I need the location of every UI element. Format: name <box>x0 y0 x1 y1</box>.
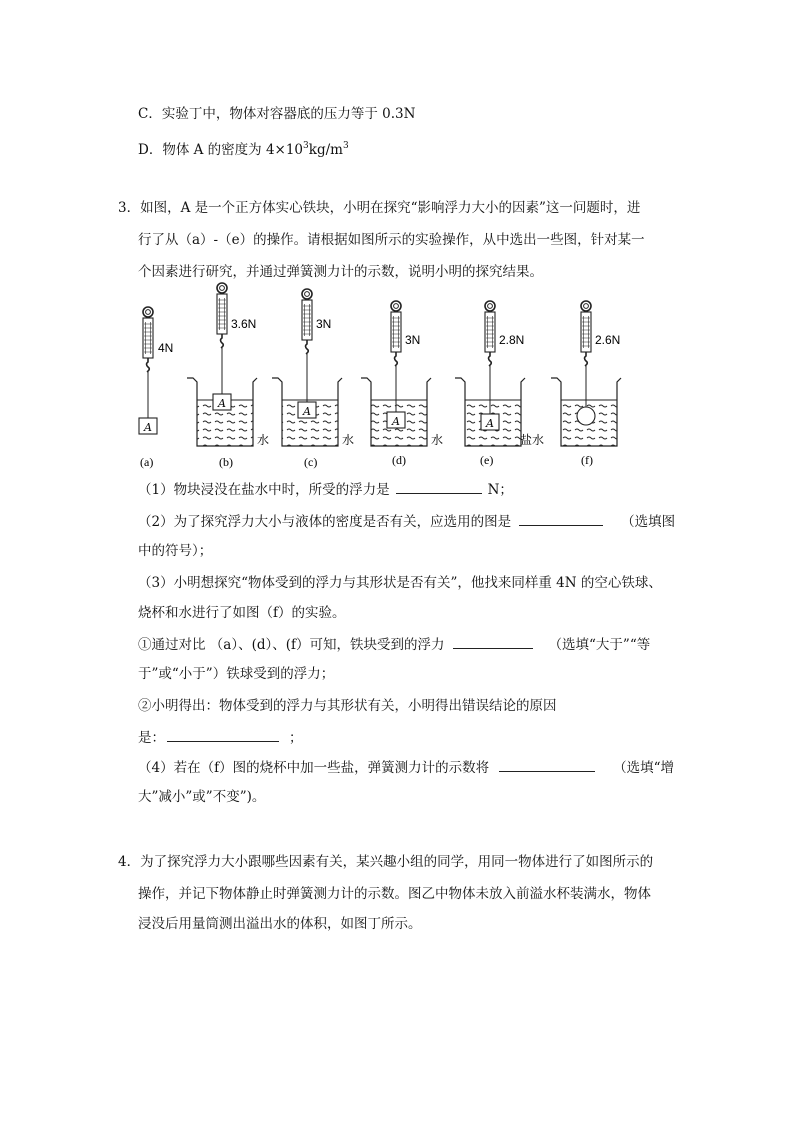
sub-question-2 <box>138 511 675 532</box>
sub-question-4-cont: 大”减小”或”不变”)。 <box>138 789 266 805</box>
panel-f <box>551 301 621 467</box>
option-d <box>138 136 349 160</box>
reading-e: 2.8N <box>499 333 525 347</box>
block-letter: A <box>144 421 152 434</box>
sub-question-3: （3）小明想探究“物体受到的浮力与其形状是否有关”，他找来同样重 4N 的空心铁球、 <box>138 575 662 591</box>
liquid-c: 水 <box>342 433 355 447</box>
spring-scale-icon <box>581 301 591 366</box>
sub-question-3-2: ②小明得出：物体受到的浮力与其形状有关，小明得出错误结论的原因 <box>138 698 557 714</box>
panel-e <box>455 301 544 467</box>
c1-text: ①通过对比 （a）、(d）、(f）可知，铁块受到的浮力 <box>138 637 445 653</box>
sub-question-1 <box>138 479 513 500</box>
q3-line2: 行了从（a）-（e）的操作。请根据如图所示的实验操作，从中选出一些图，针对某一 <box>138 232 645 248</box>
spring-scale-icon <box>302 289 312 354</box>
liquid-b: 水 <box>257 433 270 447</box>
spring-scale-icon <box>217 283 227 348</box>
block-letter: A <box>392 415 400 428</box>
hollow-iron-ball <box>577 407 595 425</box>
option-d-unit-exponent: 3 <box>342 141 349 151</box>
answer-blank-4[interactable] <box>167 727 279 742</box>
label-e: (e) <box>480 453 494 467</box>
sub1-unit: N； <box>487 482 513 498</box>
sub-question-4 <box>138 757 674 778</box>
spring-scale-icon <box>391 301 401 366</box>
q3-line1: 3．如图，A 是一个正方体实心铁块，小明在探究“影响浮力大小的因素”这一问题时，进 <box>118 200 641 216</box>
option-c: C．实验丁中，物体对容器底的压力等于 0.3N <box>138 106 416 122</box>
buoyancy-experiment-figure <box>130 282 640 472</box>
answer-blank-1[interactable] <box>396 479 482 494</box>
reading-b: 3.6N <box>231 317 257 331</box>
liquid-d: 水 <box>431 433 444 447</box>
q3-line3: 个因素进行研究，并通过弹簧测力计的示数，说明小明的探究结果。 <box>138 264 543 280</box>
q4-line2: 操作，并记下物体静止时弹簧测力计的示数。图乙中物体未放入前溢水杯装满水，物体 <box>138 886 651 902</box>
block-letter: A <box>486 417 494 430</box>
sub2-hint: （选填图 <box>621 514 676 530</box>
option-d-exponent: 3 <box>303 141 309 151</box>
liquid-e: 盐水 <box>520 433 545 447</box>
label-c: (c) <box>304 455 318 469</box>
reading-c: 3N <box>316 317 332 331</box>
reading-f: 2.6N <box>595 333 621 347</box>
option-d-text: D．物体 A 的密度为 4×10 <box>138 142 304 158</box>
reading-d: 3N <box>405 333 421 347</box>
sub4-text: （4）若在（f）图的烧杯中加一些盐，弹簧测力计的示数将 <box>138 760 490 776</box>
spring-scale-icon <box>143 307 153 372</box>
block-letter: A <box>303 405 311 418</box>
answer-blank-5[interactable] <box>499 757 595 772</box>
panel-d <box>361 301 443 467</box>
label-d: (d) <box>392 453 406 467</box>
sub4-hint: （选填“增 <box>613 760 674 776</box>
panel-b <box>187 283 269 469</box>
panel-c <box>272 289 354 469</box>
sub2-text: （2）为了探究浮力大小与液体的密度是否有关，应选用的图是 <box>138 514 512 530</box>
block-letter: A <box>218 397 226 410</box>
sub-question-3-cont: 烧杯和水进行了如图（f）的实验。 <box>138 605 346 621</box>
c1-hint: （选填“大于”“等 <box>548 637 651 653</box>
sub1-text: （1）物块浸没在盐水中时，所受的浮力是 <box>138 482 390 498</box>
c2-prefix: 是： <box>138 730 165 746</box>
spring-scale-icon <box>485 301 495 366</box>
sub-question-2-cont: 中的符号）； <box>138 543 213 559</box>
answer-blank-2[interactable] <box>519 511 603 526</box>
c2-end: ； <box>289 730 303 746</box>
q4-line1: 4．为了探究浮力大小跟哪些因素有关，某兴趣小组的同学，用同一物体进行了如图所示的 <box>118 854 654 870</box>
panel-a <box>139 307 173 469</box>
reading-a: 4N <box>158 341 174 355</box>
label-b: (b) <box>219 455 233 469</box>
sub-question-3-1-cont: 于”或“小于”）铁球受到的浮力； <box>138 666 335 682</box>
answer-blank-3[interactable] <box>453 634 533 649</box>
option-d-unit: kg/m <box>308 142 343 158</box>
sub-question-3-2-cont <box>138 727 303 748</box>
label-a: (a) <box>140 455 154 469</box>
sub-question-3-1 <box>138 634 650 655</box>
q4-line3: 浸没后用量筒测出溢出水的体积，如图丁所示。 <box>138 916 422 932</box>
label-f: (f) <box>581 453 593 467</box>
